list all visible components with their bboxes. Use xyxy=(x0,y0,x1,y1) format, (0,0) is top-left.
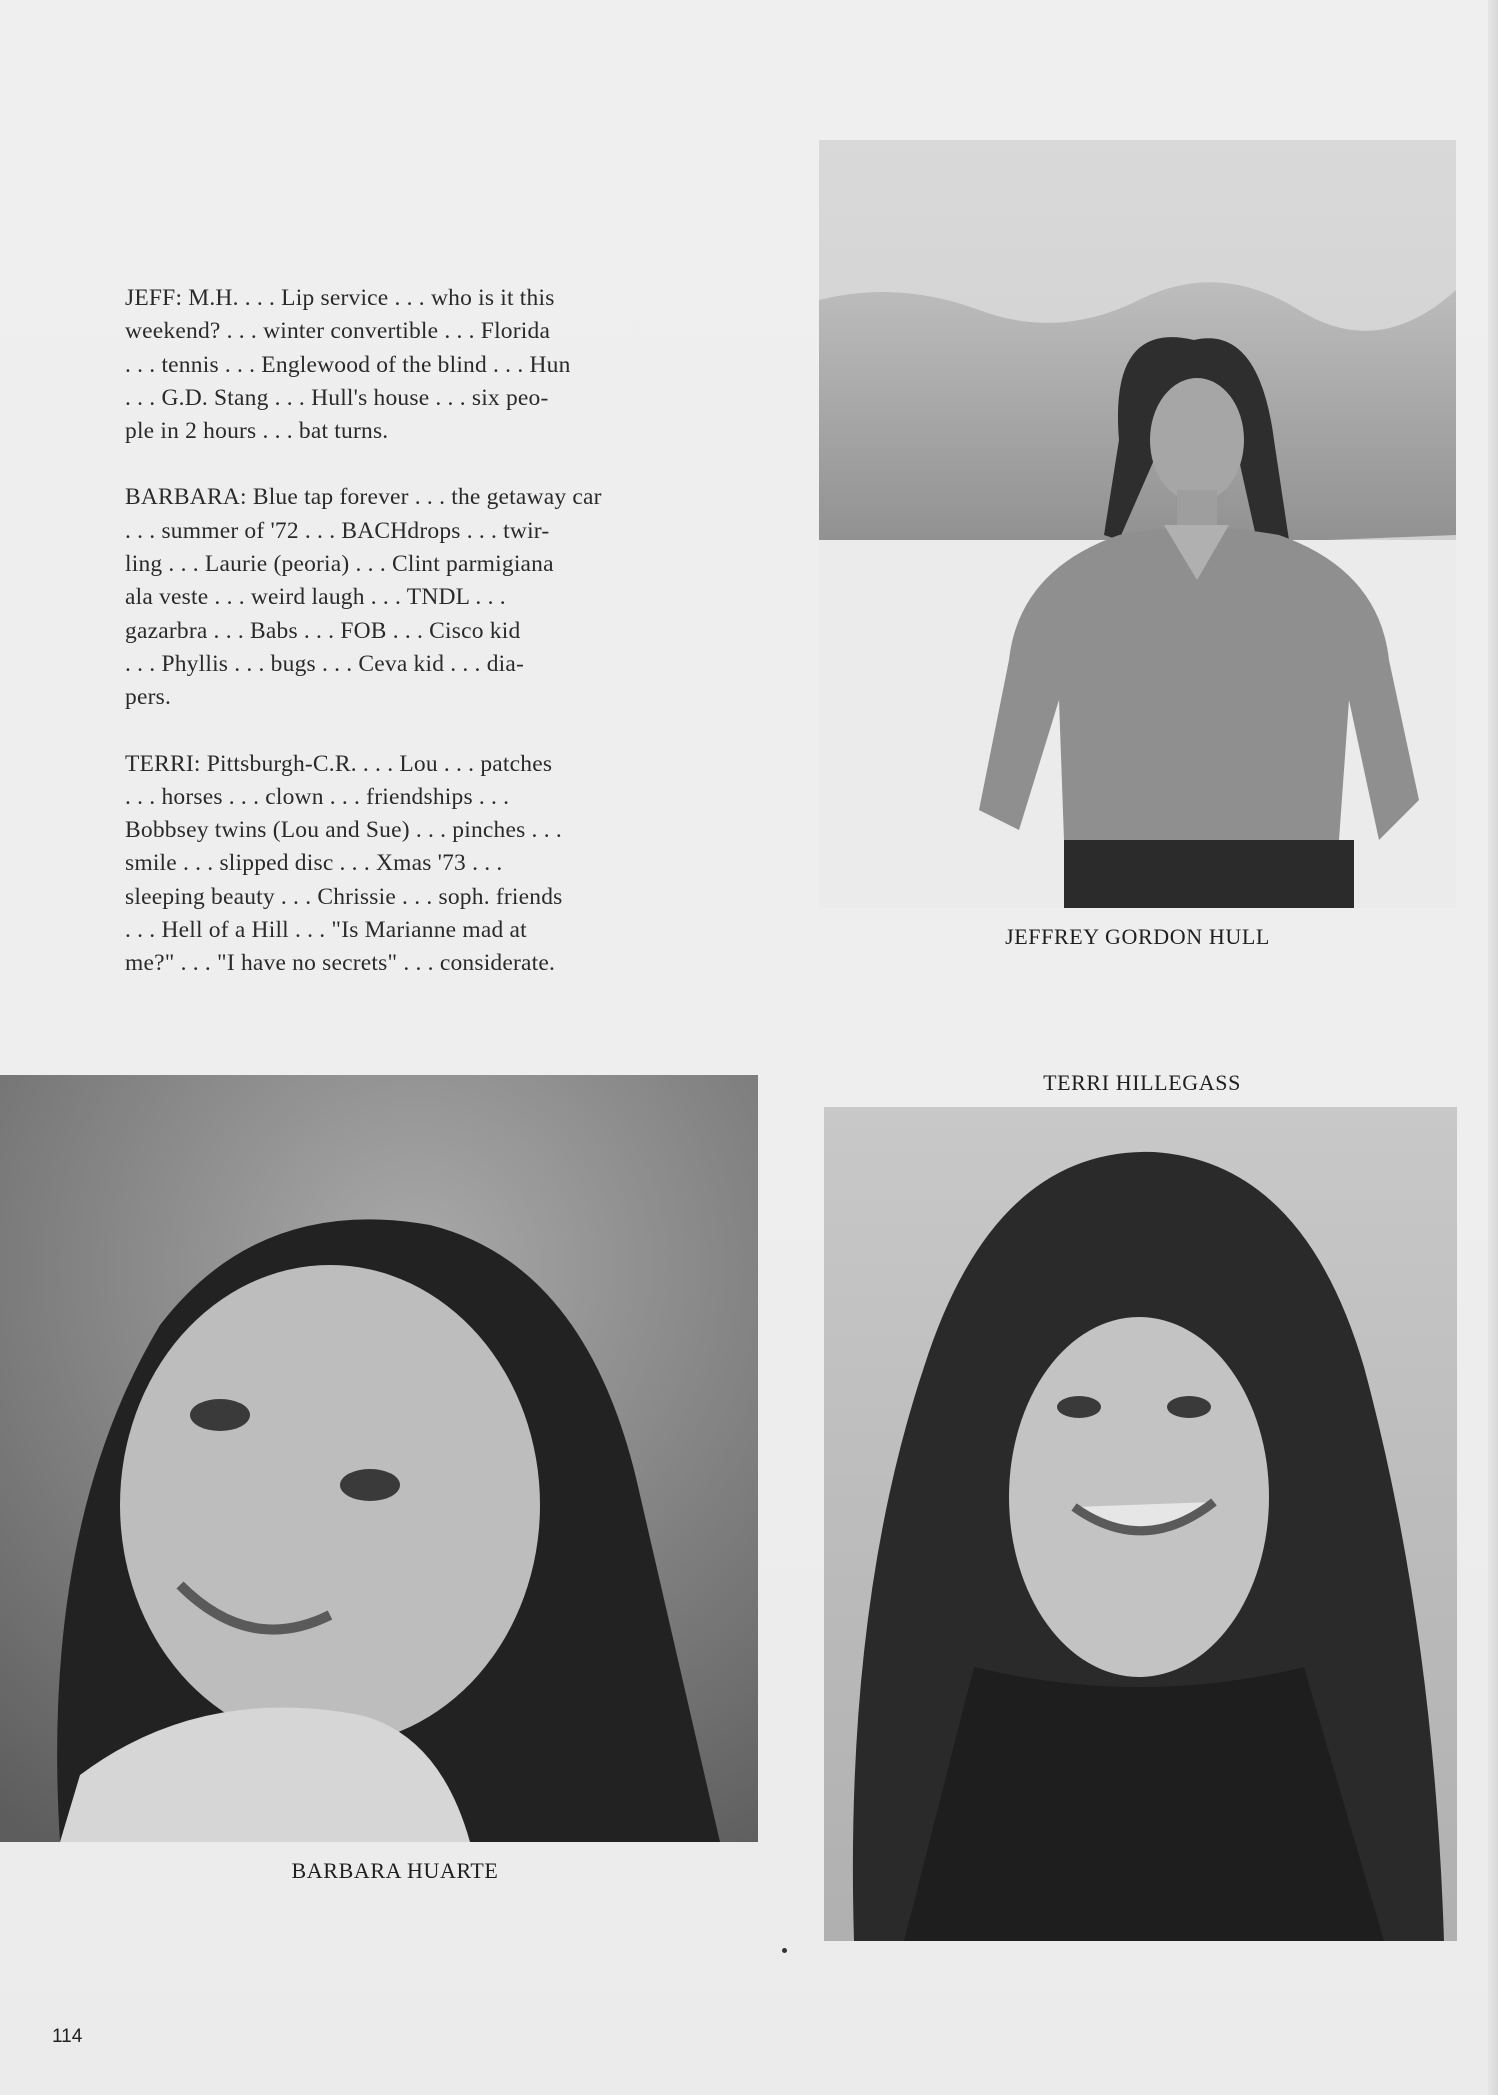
portrait-image xyxy=(824,1107,1457,1941)
bio-line: ala veste . . . weird laugh . . . TNDL . . . xyxy=(125,584,506,611)
page-edge xyxy=(1488,0,1498,2095)
bio-line: Bobbsey twins (Lou and Sue) . . . pinches . . . xyxy=(125,817,562,844)
page-number: 114 xyxy=(52,2026,83,2047)
portrait-photo-jeff xyxy=(819,140,1456,908)
bio-line: sleeping beauty . . . Chrissie . . . soph. friends xyxy=(125,883,563,910)
bio-line: BARBARA: Blue tap forever . . . the getaway car xyxy=(125,484,602,511)
bio-line: . . . horses . . . clown . . . friendships . . . xyxy=(125,783,510,810)
bio-line: . . . G.D. Stang . . . Hull's house . . . six peo- xyxy=(125,384,549,411)
portrait-image xyxy=(819,140,1456,908)
bio-line: ling . . . Laurie (peoria) . . . Clint parmigiana xyxy=(125,551,554,578)
caption-terri: TERRI HILLEGASS xyxy=(1043,1070,1241,1095)
bio-line: ple in 2 hours . . . bat turns. xyxy=(125,418,389,445)
bio-line: . . . tennis . . . Englewood of the blind . . . Hun xyxy=(125,351,571,378)
bio-barbara xyxy=(125,481,765,714)
bio-line: me?" . . . "I have no secrets" . . . considerate. xyxy=(125,950,556,977)
bio-line: . . . summer of '72 . . . BACHdrops . . . twir- xyxy=(125,517,550,544)
print-speck xyxy=(782,1948,787,1953)
portrait-photo-barbara xyxy=(0,1075,758,1842)
bio-line: JEFF: M.H. . . . Lip service . . . who is it this xyxy=(125,285,555,311)
bio-text-block xyxy=(125,282,765,1014)
bio-jeff xyxy=(125,282,765,448)
caption-jeff: JEFFREY GORDON HULL xyxy=(1005,924,1270,949)
bio-terri xyxy=(125,748,765,981)
bio-line: gazarbra . . . Babs . . . FOB . . . Cisco kid xyxy=(125,617,521,644)
bio-line: . . . Hell of a Hill . . . "Is Marianne mad at xyxy=(125,917,527,944)
bio-line: . . . Phyllis . . . bugs . . . Ceva kid . . . dia- xyxy=(125,650,525,677)
bio-line: weekend? . . . winter convertible . . . Florida xyxy=(125,318,551,345)
bio-line: TERRI: Pittsburgh-C.R. . . . Lou . . . patches xyxy=(125,750,553,777)
caption-barbara: BARBARA HUARTE xyxy=(291,1858,499,1883)
portrait-photo-terri xyxy=(824,1107,1457,1941)
portrait-image xyxy=(0,1075,758,1842)
bio-line: pers. xyxy=(125,684,172,711)
bio-line: smile . . . slipped disc . . . Xmas '73 . . . xyxy=(125,850,503,877)
